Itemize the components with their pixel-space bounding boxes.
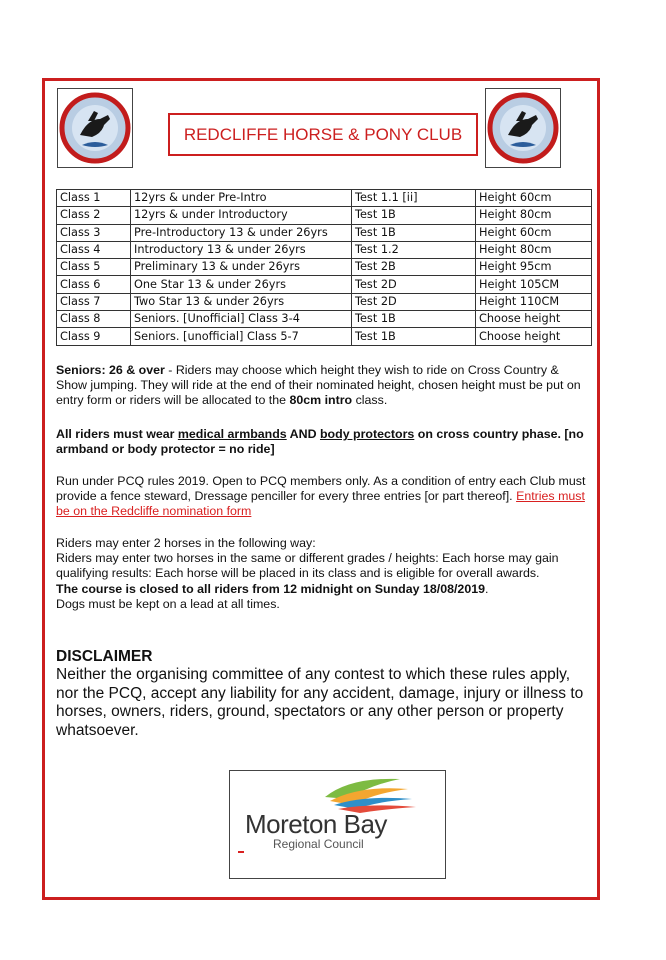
- class-height-cell: Height 60cm: [476, 224, 592, 241]
- club-title-box: [168, 113, 478, 156]
- class-description-cell: 12yrs & under Pre-Intro: [131, 190, 352, 207]
- nomination-form-link[interactable]: Entries must be on the Redcliffe nomination form: [56, 489, 585, 519]
- seniors-text-a: - Riders may choose which height they wish to ride on Cross Country & Show jumping. They will ride at the end of their nominated height, chosen height must be put on entry form or riders will be allocated to the: [56, 363, 581, 408]
- course-closed-line: [56, 582, 586, 597]
- table-row: [57, 311, 592, 328]
- horses-line-1: Riders may enter 2 horses in the following way:: [56, 536, 316, 550]
- class-number-cell: Class 5: [57, 259, 131, 276]
- class-height-cell: Height 80cm: [476, 241, 592, 258]
- class-test-cell: Test 2D: [352, 293, 476, 310]
- club-title: REDCLIFFE HORSE & PONY CLUB: [183, 124, 463, 144]
- class-test-cell: Test 1.1 [ii]: [352, 190, 476, 207]
- class-test-cell: Test 1.2: [352, 241, 476, 258]
- disclaimer-body: Neither the organising committee of any contest to which these rules apply, nor the PCQ, accept any liability for any accident, damage, injury or illness to horses, owners, riders, ground, spectators or any other person or property whatsoever.: [56, 666, 584, 739]
- armbands-protectors: body protectors: [319, 427, 415, 441]
- table-row: [57, 241, 592, 258]
- class-description-cell: Two Star 13 & under 26yrs: [131, 293, 352, 310]
- class-height-cell: Choose height: [476, 311, 592, 328]
- red-dash-mark: [238, 851, 244, 853]
- class-height-cell: Height 110CM: [476, 293, 592, 310]
- table-row: [57, 259, 592, 276]
- club-crest-icon: [486, 89, 560, 167]
- class-height-cell: Height 80cm: [476, 207, 592, 224]
- sponsor-logo-box: [229, 770, 446, 879]
- horses-line-2: Riders may enter two horses in the same or different grades / heights: Each horse may gain qualifying results: Each horse will be placed in its class and is eligible for overall awards.: [56, 551, 559, 581]
- class-number-cell: Class 1: [57, 190, 131, 207]
- table-row: [57, 190, 592, 207]
- course-closed-text: The course is closed to all riders from 12 midnight on Sunday 18/08/2019: [56, 581, 485, 596]
- class-number-cell: Class 9: [57, 328, 131, 345]
- dogs-line: Dogs must be kept on a lead at all times.: [56, 596, 280, 611]
- class-test-cell: Test 1B: [352, 207, 476, 224]
- class-test-cell: Test 2B: [352, 259, 476, 276]
- class-number-cell: Class 3: [57, 224, 131, 241]
- class-test-cell: Test 1B: [352, 224, 476, 241]
- armbands-text-b: AND: [286, 427, 320, 441]
- class-table: [56, 189, 592, 346]
- armbands-text-c: on cross country phase. [no armband or body protector = no ride]: [56, 427, 584, 457]
- class-height-cell: Choose height: [476, 328, 592, 345]
- class-test-cell: Test 1B: [352, 328, 476, 345]
- class-description-cell: Seniors. [unofficial] Class 5-7: [131, 328, 352, 345]
- disclaimer-title: DISCLAIMER: [56, 648, 153, 665]
- class-description-cell: Pre-Introductory 13 & under 26yrs: [131, 224, 352, 241]
- table-row: [57, 207, 592, 224]
- class-number-cell: Class 7: [57, 293, 131, 310]
- armbands-paragraph: [56, 427, 586, 457]
- seniors-text-b: class.: [352, 393, 388, 408]
- class-height-cell: Height 95cm: [476, 259, 592, 276]
- seniors-class: 80cm intro: [289, 393, 353, 408]
- table-row: [57, 293, 592, 310]
- class-height-cell: Height 105CM: [476, 276, 592, 293]
- class-description-cell: Preliminary 13 & under 26yrs: [131, 259, 352, 276]
- class-description-cell: One Star 13 & under 26yrs: [131, 276, 352, 293]
- table-row: [57, 224, 592, 241]
- class-number-cell: Class 6: [57, 276, 131, 293]
- class-table-body: [57, 190, 592, 346]
- sponsor-name: Moreton Bay: [245, 809, 387, 839]
- class-description-cell: Introductory 13 & under 26yrs: [131, 241, 352, 258]
- class-test-cell: Test 1B: [352, 311, 476, 328]
- rules-text: Run under PCQ rules 2019. Open to PCQ members only. As a condition of entry each Club must provide a fence steward, Dressage penciller for every three entries [or part thereof].: [56, 474, 586, 504]
- seniors-paragraph: [56, 363, 586, 409]
- table-row: [57, 328, 592, 345]
- club-logo-right: [485, 88, 561, 168]
- club-crest-icon: [58, 89, 132, 167]
- course-closed-end: .: [485, 581, 489, 596]
- class-number-cell: Class 2: [57, 207, 131, 224]
- rules-paragraph: [56, 474, 586, 520]
- armbands-text-a: All riders must wear: [56, 427, 178, 441]
- armbands-medical: medical armbands: [177, 427, 287, 441]
- club-logo-left: [57, 88, 133, 168]
- class-height-cell: Height 60cm: [476, 190, 592, 207]
- class-test-cell: Test 2D: [352, 276, 476, 293]
- class-description-cell: Seniors. [Unofficial] Class 3-4: [131, 311, 352, 328]
- class-number-cell: Class 8: [57, 311, 131, 328]
- sponsor-subtitle: Regional Council: [273, 837, 364, 851]
- class-number-cell: Class 4: [57, 241, 131, 258]
- class-description-cell: 12yrs & under Introductory: [131, 207, 352, 224]
- horses-paragraph: [56, 536, 586, 612]
- table-row: [57, 276, 592, 293]
- seniors-label: Seniors: 26 & over: [56, 363, 165, 377]
